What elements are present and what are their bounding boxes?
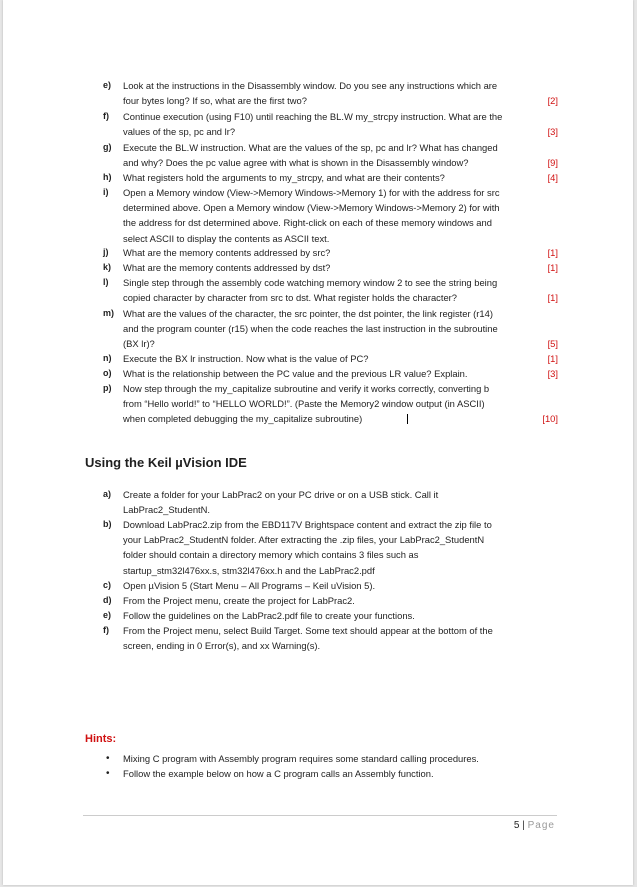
question-letter: o)	[103, 368, 112, 378]
question-line: and why? Does the pc value agree with what is shown in the Disassembly window?	[123, 157, 469, 169]
question-line: Open a Memory window (View->Memory Windows->Memory 1) for with the address for src	[123, 187, 500, 198]
question-marks: [9]	[547, 157, 558, 169]
setup-step-letter: c)	[103, 580, 112, 590]
page-number	[514, 820, 555, 831]
question-letter: h)	[103, 172, 112, 182]
hint-text: Follow the example below on how a C program calls an Assembly function.	[123, 768, 434, 779]
setup-step-text	[123, 608, 553, 623]
page-label: Page	[527, 820, 555, 831]
question-letter: f)	[103, 111, 109, 121]
question-letter: j)	[103, 247, 109, 257]
section-title: Using the Keil µVision IDE	[85, 455, 247, 470]
question-text	[123, 140, 551, 170]
question-letter: i)	[103, 187, 109, 197]
question-text	[123, 260, 551, 275]
question-marks: [1]	[547, 262, 558, 273]
question-line: from “Hello world!” to “HELLO WORLD!”. (Paste the Memory2 window output (in ASCII)	[123, 398, 485, 410]
question-text	[123, 78, 551, 108]
question-letter: e)	[103, 80, 112, 90]
question-line: the address for dst determined above. Right-click on each of these memory windows and	[123, 217, 492, 229]
question-letter: l)	[103, 277, 109, 287]
question-text	[123, 351, 551, 366]
setup-step-letter: a)	[103, 489, 112, 499]
question-line: values of the sp, pc and lr?	[123, 126, 236, 138]
setup-step-text	[123, 517, 553, 578]
setup-step-text	[123, 578, 553, 593]
question-line: What are the values of the character, the src pointer, the dst pointer, the link register (r14)	[123, 308, 493, 319]
question-line: What is the relationship between the PC value and the previous LR value? Explain.	[123, 368, 468, 379]
question-marks: [10]	[542, 413, 558, 425]
question-letter: m)	[103, 308, 114, 318]
question-line: Single step through the assembly code watching memory window 2 to see the string being	[123, 277, 498, 288]
question-letter: k)	[103, 262, 112, 272]
question-text	[123, 306, 551, 352]
question-marks: [4]	[547, 172, 558, 183]
question-letter: p)	[103, 383, 112, 393]
setup-step-line: From the Project menu, create the project for LabPrac2.	[123, 595, 355, 606]
question-text	[123, 109, 551, 139]
question-marks: [2]	[547, 95, 558, 107]
question-text	[123, 275, 551, 305]
question-line: and the program counter (r15) when the code reaches the last instruction in the subroutine	[123, 323, 498, 335]
bullet-dot-icon: •	[106, 768, 110, 779]
question-text	[123, 366, 551, 381]
question-marks: [1]	[547, 292, 558, 304]
setup-step-line: Download LabPrac2.zip from the EBD117V Brightspace content and extract the zip file to	[123, 519, 492, 530]
setup-step-text	[123, 593, 553, 608]
setup-step-line: screen, ending in 0 Error(s), and xx Warning(s).	[123, 640, 321, 652]
question-text	[123, 245, 551, 260]
setup-step-line: your LabPrac2_StudentN folder. After extracting the .zip files, your LabPrac2_StudentN	[123, 534, 485, 546]
setup-step-line: Open µVision 5 (Start Menu – All Programs – Keil uVision 5).	[123, 580, 376, 591]
setup-step-letter: d)	[103, 595, 112, 605]
question-line: copied character by character from src to dst. What register holds the character?	[123, 292, 457, 304]
question-text	[123, 381, 551, 427]
setup-step-line: folder should contain a directory memory which contains 3 files such as	[123, 549, 419, 561]
setup-step-text	[123, 623, 553, 653]
page-number-separator: |	[522, 820, 525, 831]
setup-step-letter: e)	[103, 610, 112, 620]
question-line: four bytes long? If so, what are the first two?	[123, 95, 307, 107]
question-line: when completed debugging the my_capitalize subroutine)	[123, 413, 363, 425]
question-line: Continue execution (using F10) until reaching the BL.W my_strcpy instruction. What are the	[123, 111, 503, 122]
hint-text: Mixing C program with Assembly program requires some standard calling procedures.	[123, 753, 479, 764]
question-line: Now step through the my_capitalize subroutine and verify it works correctly, converting b	[123, 383, 490, 394]
question-line: What are the memory contents addressed by src?	[123, 247, 331, 258]
text-cursor	[407, 414, 408, 424]
question-line: (BX lr)?	[123, 338, 155, 350]
hints-title: Hints:	[85, 733, 117, 745]
question-letter: g)	[103, 142, 112, 152]
question-marks: [5]	[547, 338, 558, 350]
question-marks: [3]	[547, 368, 558, 379]
question-line: select ASCII to display the contents as ASCII text.	[123, 232, 330, 244]
question-line: Execute the BL.W instruction. What are the values of the sp, pc and lr? What has changed	[123, 142, 498, 153]
setup-step-letter: f)	[103, 625, 109, 635]
document-page	[3, 0, 633, 885]
question-marks: [3]	[547, 126, 558, 138]
question-line: determined above. Open a Memory window (View->Memory Windows->Memory 2) for with	[123, 202, 500, 214]
question-line: What are the memory contents addressed by dst?	[123, 262, 331, 273]
question-marks: [1]	[547, 247, 558, 258]
setup-step-line: LabPrac2_StudentN.	[123, 504, 211, 516]
setup-step-text	[123, 487, 553, 517]
bullet-dot-icon: •	[106, 753, 110, 764]
setup-step-letter: b)	[103, 519, 112, 529]
question-marks: [1]	[547, 353, 558, 364]
page-number-value: 5	[513, 820, 520, 831]
setup-step-line: Follow the guidelines on the LabPrac2.pdf file to create your functions.	[123, 610, 415, 621]
question-letter: n)	[103, 353, 112, 363]
question-line: Look at the instructions in the Disassembly window. Do you see any instructions which are	[123, 80, 498, 91]
question-text	[123, 185, 551, 246]
footer-divider	[83, 815, 557, 816]
setup-step-line: Create a folder for your LabPrac2 on your PC drive or on a USB stick. Call it	[123, 489, 439, 500]
question-text	[123, 170, 551, 185]
question-line: What registers hold the arguments to my_strcpy, and what are their contents?	[123, 172, 445, 183]
setup-step-line: From the Project menu, select Build Target. Some text should appear at the bottom of the	[123, 625, 493, 636]
setup-step-line: startup_stm32l476xx.s, stm32l476xx.h and the LabPrac2.pdf	[123, 564, 375, 576]
question-line: Execute the BX lr instruction. Now what is the value of PC?	[123, 353, 369, 364]
